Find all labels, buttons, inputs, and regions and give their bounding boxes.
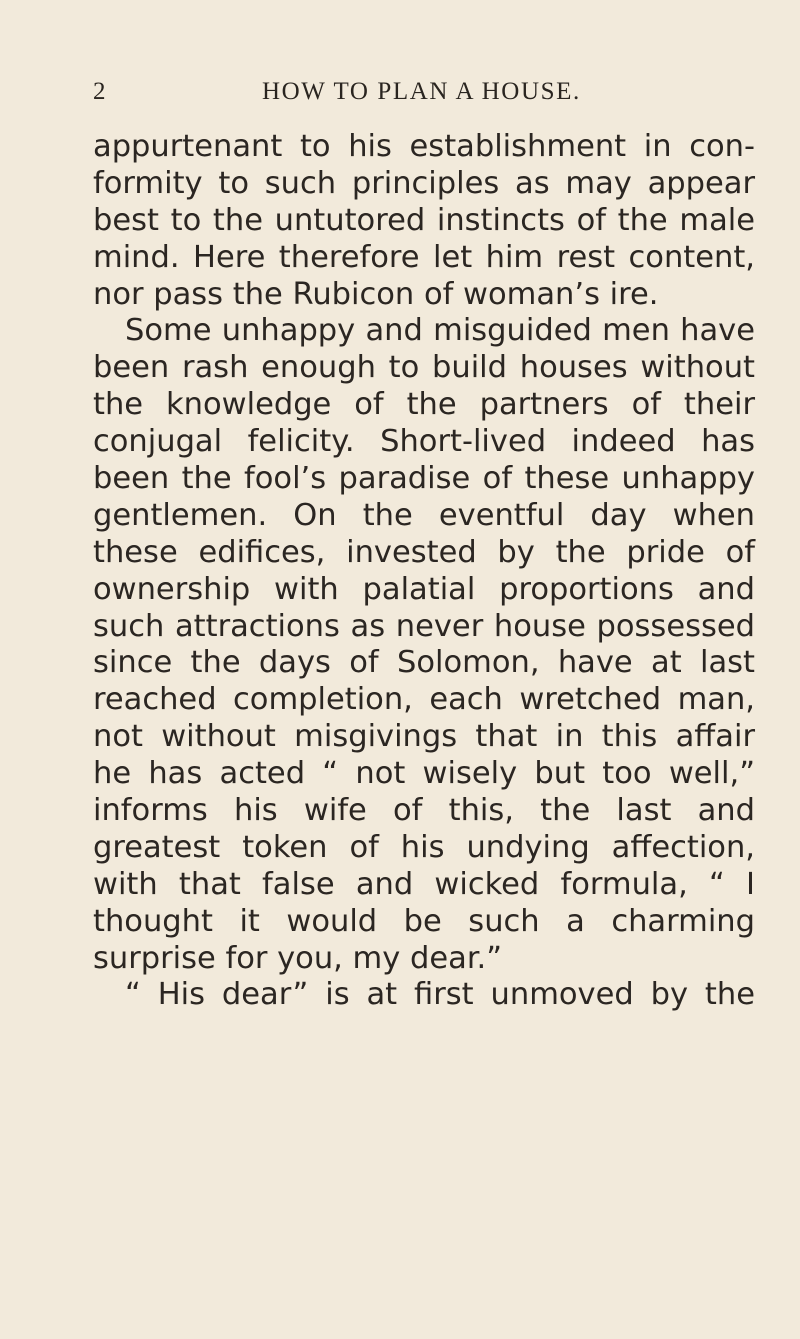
paragraph-start-line: Some unhappy and misguided men have bbox=[125, 313, 755, 349]
text-line: not without misgivings that in this affair bbox=[93, 719, 755, 755]
text-line: best to the untutored instincts of the male bbox=[93, 202, 755, 238]
text-line: with that false and wicked formula, “ I bbox=[93, 866, 755, 902]
text-line: been the fool’s paradise of these unhappy bbox=[93, 461, 755, 497]
text-line: formity to such principles as may appear bbox=[93, 165, 755, 201]
running-head: HOW TO PLAN A HOUSE. bbox=[262, 78, 581, 105]
body-text bbox=[93, 129, 755, 1014]
text-line: these edifices, invested by the pride of bbox=[93, 534, 755, 570]
paragraph-start-line: “ His dear” is at first unmoved by the bbox=[125, 977, 755, 1013]
text-line: ownership with palatial proportions and bbox=[93, 571, 755, 607]
text-line: appurtenant to his establishment in con- bbox=[93, 129, 755, 164]
text-line: informs his wife of this, the last and bbox=[93, 793, 755, 829]
text-line: he has acted “ not wisely but too well,” bbox=[93, 756, 755, 792]
page-number: 2 bbox=[93, 78, 107, 105]
text-line: since the days of Solomon, have at last bbox=[93, 645, 755, 681]
text-line: reached completion, each wretched man, bbox=[93, 682, 755, 718]
text-line: conjugal felicity. Short-lived indeed has bbox=[93, 424, 755, 460]
text-line: been rash enough to build houses without bbox=[93, 350, 755, 386]
text-line: thought it would be such a charming bbox=[93, 903, 755, 939]
text-line: such attractions as never house possessed bbox=[93, 608, 755, 644]
page-header bbox=[0, 78, 800, 118]
text-line: nor pass the Rubicon of woman’s ire. bbox=[93, 276, 659, 312]
text-line: greatest token of his undying affection, bbox=[93, 829, 755, 865]
text-line: surprise for you, my dear.” bbox=[93, 940, 503, 976]
text-line: mind. Here therefore let him rest content, bbox=[93, 239, 755, 275]
text-line: gentlemen. On the eventful day when bbox=[93, 497, 755, 533]
text-line: the knowledge of the partners of their bbox=[93, 387, 755, 423]
